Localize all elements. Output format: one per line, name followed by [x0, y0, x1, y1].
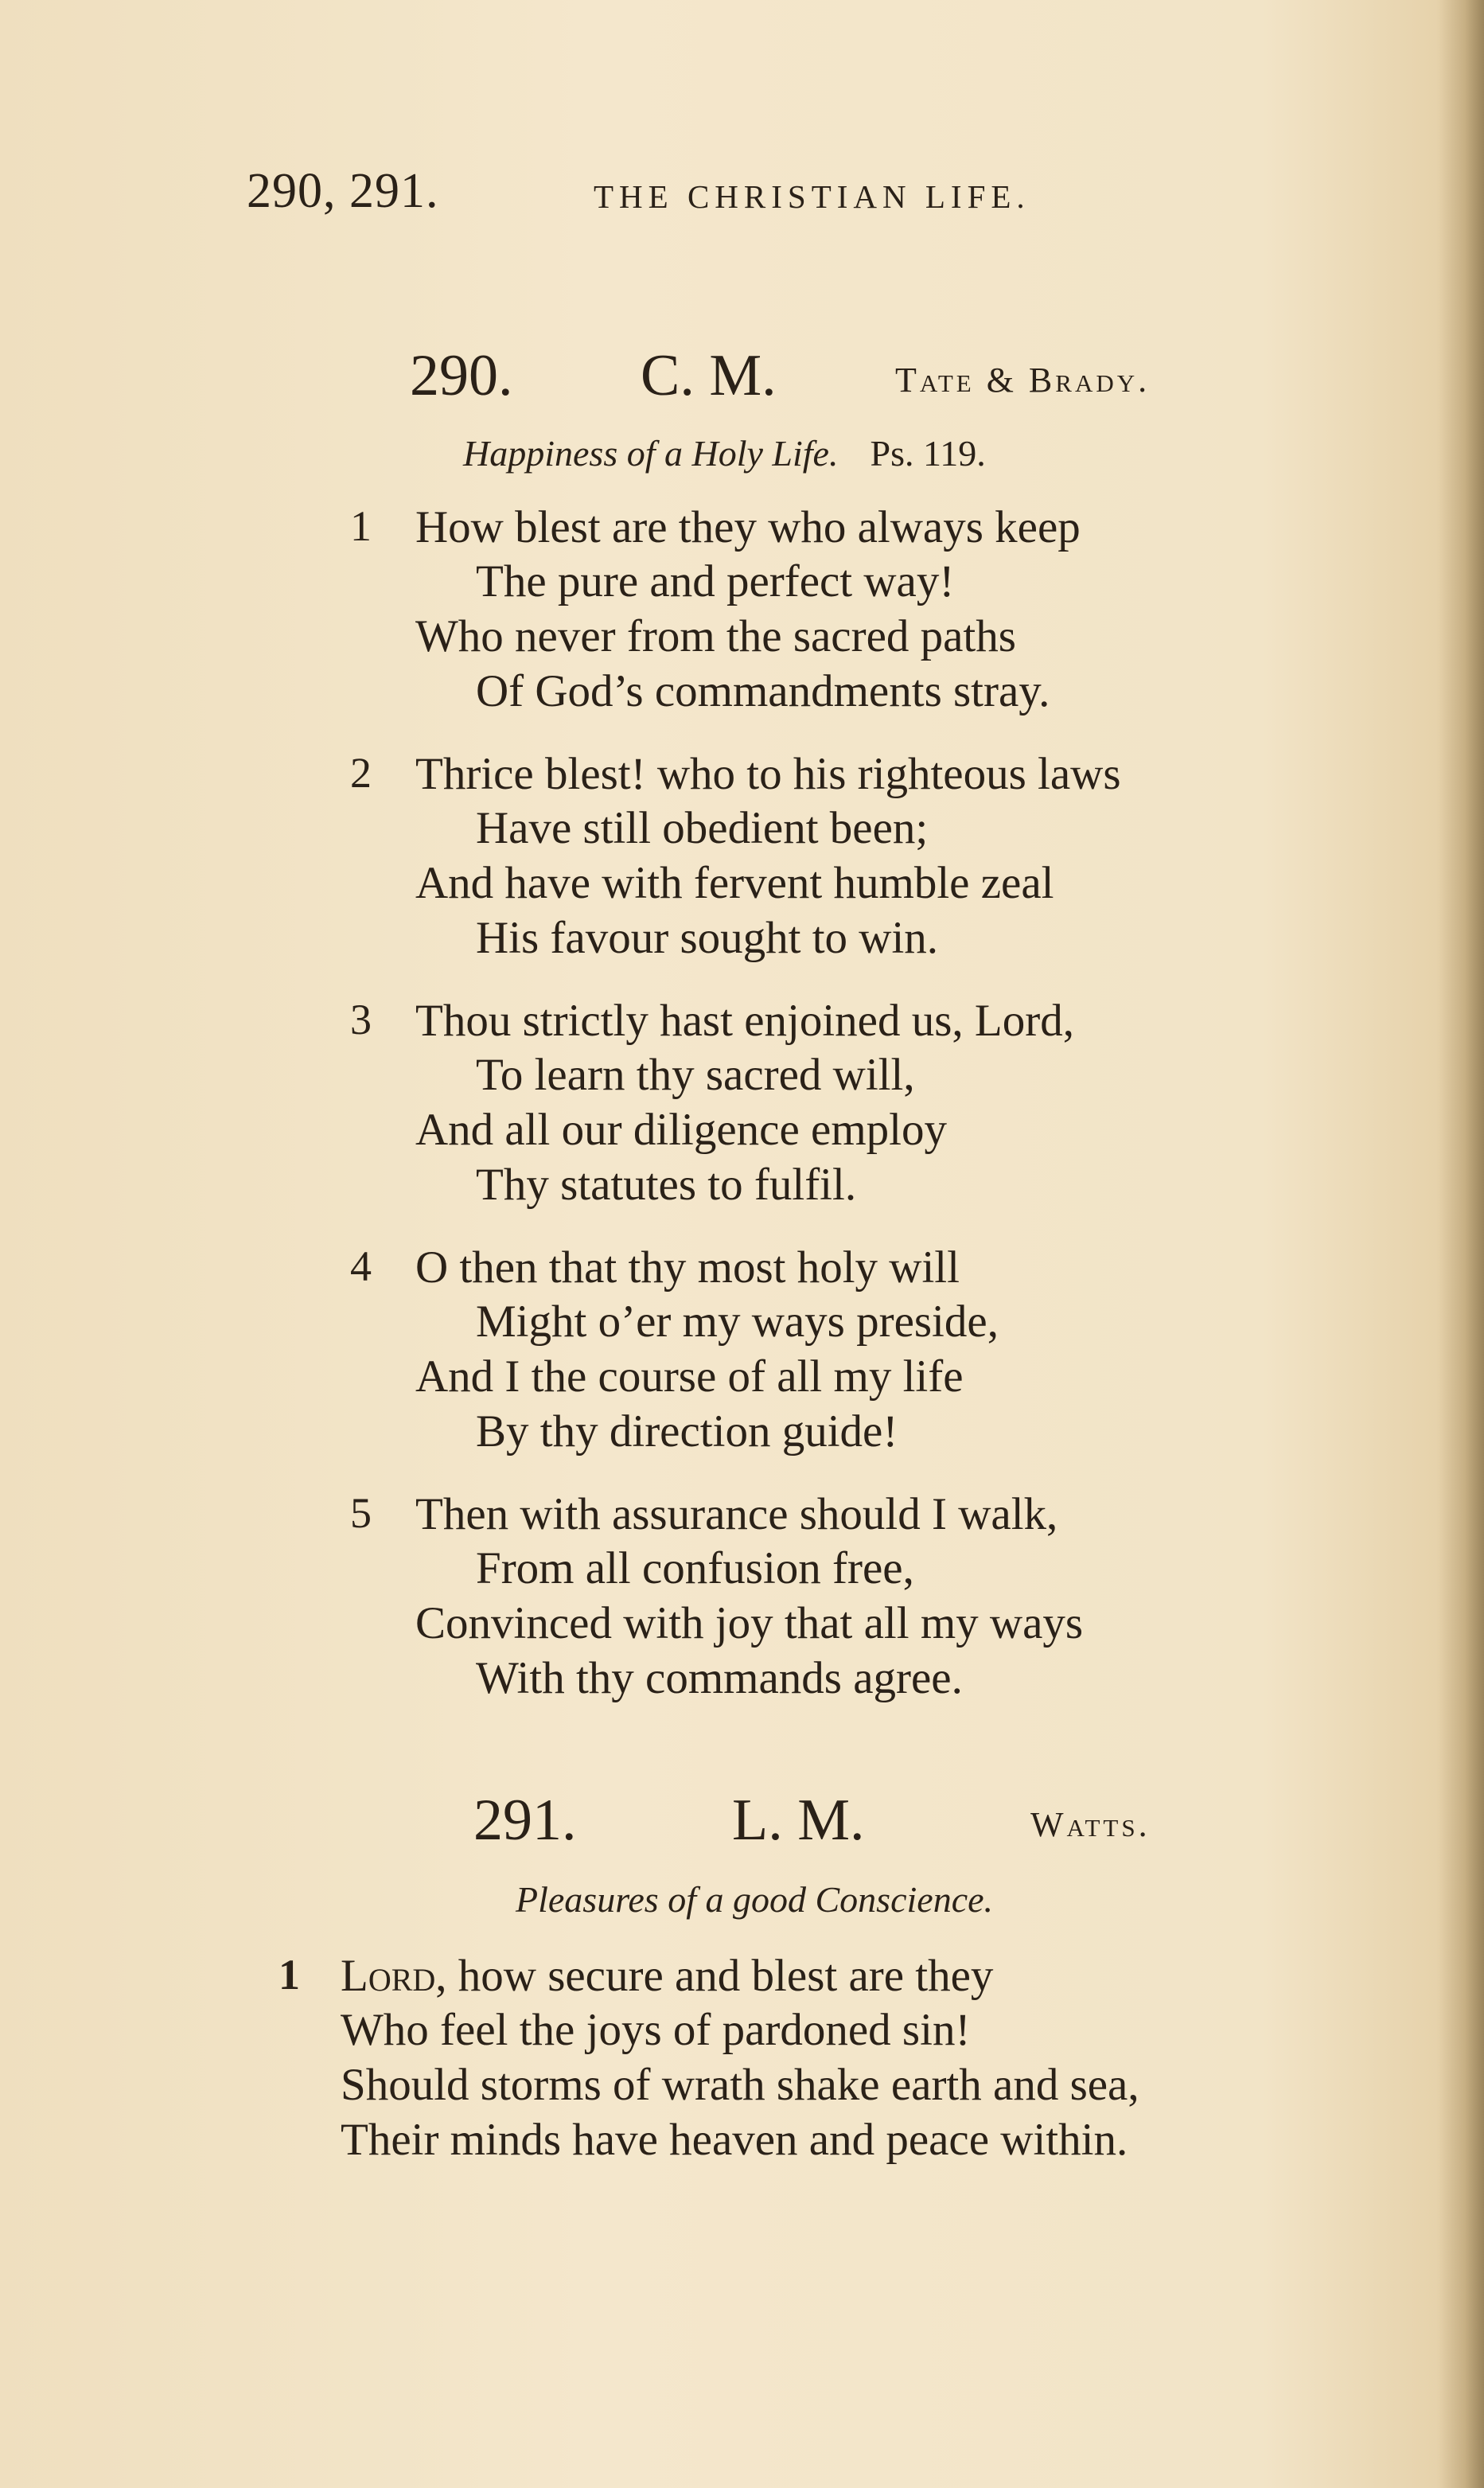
verse-line: Thy statutes to fulfil.: [476, 1160, 857, 1210]
running-head: [247, 163, 1122, 227]
hymn-number: 290.: [410, 343, 513, 408]
page-numbers: 290, 291.: [247, 164, 439, 218]
verse-line: To learn thy sacred will,: [476, 1050, 915, 1100]
verse-line: By thy direction guide!: [476, 1406, 898, 1457]
stanza-number: 4: [350, 1242, 372, 1290]
verse-line: With thy commands agree.: [476, 1653, 963, 1703]
initial-word: Lord: [341, 1951, 436, 2001]
stanza-number: 1: [278, 1951, 300, 1999]
stanza-number: 2: [350, 749, 372, 797]
verse-line: Convinced with joy that all my ways: [415, 1598, 1084, 1648]
stanza-number: 3: [350, 996, 372, 1043]
hymn-author: Tate & Brady.: [895, 361, 1151, 400]
verse-line: Then with assurance should I walk,: [415, 1489, 1058, 1539]
verse-line: How blest are they who always keep: [415, 502, 1081, 552]
verse-line: And I the course of all my life: [415, 1351, 964, 1402]
stanza-number: 1: [350, 502, 372, 550]
psalm-reference: Ps. 119.: [870, 433, 986, 474]
verse-line: Might o’er my ways preside,: [476, 1297, 999, 1347]
hymn-290-header: [410, 342, 1285, 414]
verse-line: His favour sought to win.: [476, 913, 939, 963]
verse-line: Have still obedient been;: [476, 803, 929, 853]
section-title: THE CHRISTIAN LIFE.: [594, 178, 1030, 215]
verse-line: And all our diligence employ: [415, 1105, 947, 1155]
verse-line: Thrice blest! who to his righteous laws: [415, 749, 1121, 799]
verse-line: And have with fervent humble zeal: [415, 858, 1054, 908]
stanza-number: 5: [350, 1489, 372, 1537]
page-edge-shadow: [1436, 0, 1484, 2488]
verse-line: Should storms of wrath shake earth and sea,: [341, 2060, 1139, 2110]
first-line-rest: , how secure and blest are they: [435, 1951, 994, 2001]
hymn-number: 291.: [473, 1788, 577, 1853]
hymn-291-header: [473, 1787, 1269, 1858]
verse-line: Thou strictly hast enjoined us, Lord,: [415, 996, 1074, 1046]
verse-line: Who never from the sacred paths: [415, 611, 1016, 661]
hymn-author: Watts.: [1030, 1805, 1151, 1844]
verse-line: [341, 1950, 993, 2002]
verse-line: O then that thy most holy will: [415, 1242, 960, 1293]
subtitle-text: Happiness of a Holy Life.: [463, 433, 839, 474]
hymn-291-subtitle: [516, 1878, 993, 1921]
verse-line: Of God’s commandments stray.: [476, 666, 1050, 716]
verse-line: Their minds have heaven and peace within.: [341, 2115, 1128, 2165]
hymn-meter: L. M.: [732, 1788, 865, 1853]
verse-line: From all confusion free,: [476, 1543, 914, 1593]
hymn-meter: C. M.: [641, 343, 777, 408]
verse-line: Who feel the joys of pardoned sin!: [341, 2005, 971, 2055]
hymn-290-subtitle: [463, 432, 986, 474]
subtitle-text: Pleasures of a good Conscience.: [516, 1879, 994, 1920]
verse-line: The pure and perfect way!: [476, 556, 955, 606]
